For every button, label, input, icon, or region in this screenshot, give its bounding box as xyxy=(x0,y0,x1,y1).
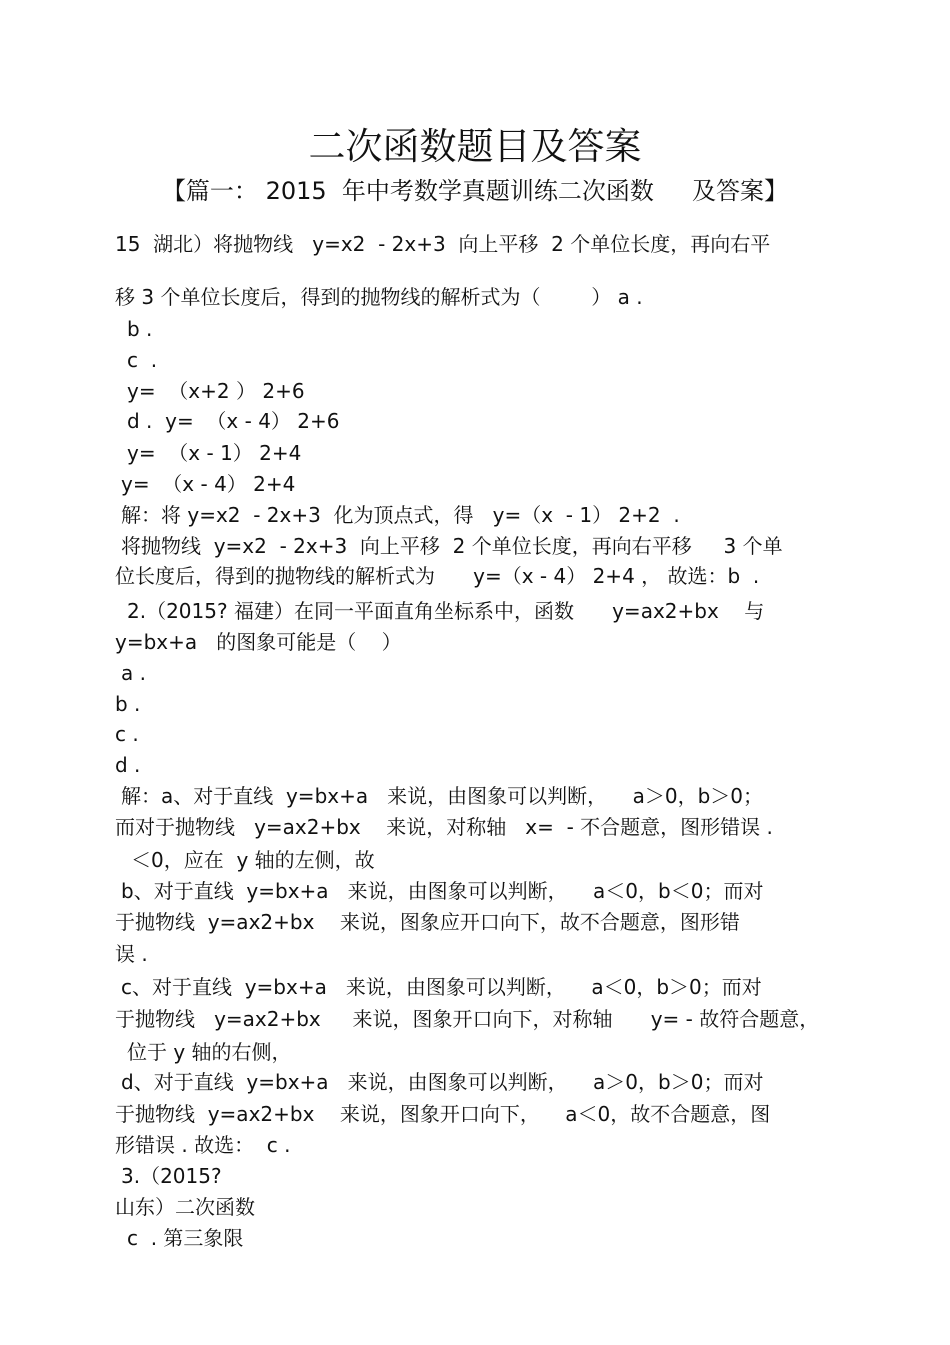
text-line: d . y= （x - 4） 2+6 xyxy=(127,409,340,433)
text-line: 于抛物线 y=ax2+bx 来说，图象开口向下， a＜0，故不合题意，图 xyxy=(115,1102,771,1126)
text-line: ＜0，应在 y 轴的左侧，故 xyxy=(131,848,375,872)
text-line: d . xyxy=(115,753,141,777)
text-line: 2.（2015? 福建）在同一平面直角坐标系中，函数 y=ax2+bx 与 xyxy=(127,599,765,623)
text-line: 解：将 y=x2 - 2x+3 化为顶点式，得 y=（x - 1） 2+2 . xyxy=(121,503,680,527)
text-line: c . xyxy=(115,722,139,746)
text-line: 于抛物线 y=ax2+bx 来说，图象开口向下，对称轴 y= - 故符合题意， xyxy=(115,1007,820,1031)
text-line: b、对于直线 y=bx+a 来说，由图象可以判断， a＜0，b＜0；而对 xyxy=(121,879,764,903)
text-line: y=bx+a 的图象可能是（ ） xyxy=(115,630,402,654)
text-line: 位长度后，得到的抛物线的解析式为 y=（x - 4） 2+4 ， 故选：b . xyxy=(115,564,760,588)
text-line: 误 . xyxy=(115,942,148,966)
text-line: 位于 y 轴的右侧， xyxy=(127,1040,292,1064)
text-line: 山东）二次函数 xyxy=(115,1195,255,1219)
text-line: b . xyxy=(127,317,153,341)
text-line: 而对于抛物线 y=ax2+bx 来说，对称轴 x= - 不合题意，图形错误 . xyxy=(115,815,773,839)
text-line: 于抛物线 y=ax2+bx 来说，图象应开口向下，故不合题意，图形错 xyxy=(115,910,740,934)
text-line: 3.（2015? xyxy=(121,1164,222,1188)
text-line: d、对于直线 y=bx+a 来说，由图象可以判断， a＞0，b＞0；而对 xyxy=(121,1070,764,1094)
text-line: y= （x - 1） 2+4 xyxy=(127,441,302,465)
text-line: y= （x+2 ） 2+6 xyxy=(127,379,305,403)
text-line: 解：a、对于直线 y=bx+a 来说，由图象可以判断， a＞0，b＞0； xyxy=(121,784,764,808)
text-line: 移 3 个单位长度后，得到的抛物线的解析式为（ ） a . xyxy=(115,285,643,309)
text-line: y= （x - 4） 2+4 xyxy=(121,472,296,496)
text-line: 15 湖北）将抛物线 y=x2 - 2x+3 向上平移 2 个单位长度，再向右平 xyxy=(115,232,771,256)
document-title: 二次函数题目及答案 xyxy=(308,125,642,168)
text-line: b . xyxy=(115,692,141,716)
text-line: c . xyxy=(127,348,158,372)
text-line: 将抛物线 y=x2 - 2x+3 向上平移 2 个单位长度，再向右平移 3 个单 xyxy=(121,534,783,558)
text-line: a . xyxy=(121,661,146,685)
text-line: c、对于直线 y=bx+a 来说，由图象可以判断， a＜0，b＞0；而对 xyxy=(121,975,762,999)
text-line: c . 第三象限 xyxy=(127,1226,244,1250)
text-line: 形错误 . 故选： c . xyxy=(115,1133,291,1157)
document-subtitle: 【篇一： 2015 年中考数学真题训练二次函数 及答案】 xyxy=(161,177,789,205)
